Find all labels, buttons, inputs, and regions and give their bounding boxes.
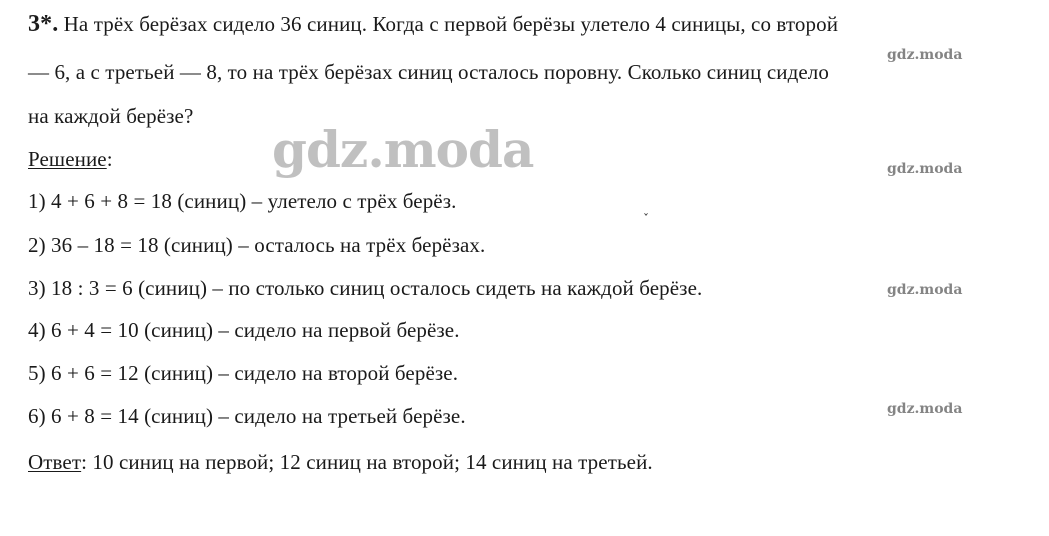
solution-step-5: 5) 6 + 6 = 12 (синиц) – сидело на второй берёзе. [28, 361, 459, 385]
solution-step-1: 1) 4 + 6 + 8 = 18 (синиц) – улетело с трёх берёз. [28, 189, 457, 213]
scan-speck: ˇ [643, 212, 649, 226]
task-text-1: На трёх берёзах сидело 36 синиц. Когда с первой берёзы улетело 4 синицы, со второй [63, 12, 839, 36]
solution-step-3: 3) 18 : 3 = 6 (синиц) – по столько синиц осталось сидеть на каждой берёзе. [28, 276, 703, 300]
answer-text: : 10 синиц на первой; 12 синиц на второй; 14 синиц на третьей. [81, 450, 653, 474]
watermark-small-3: gdz.moda [887, 282, 963, 298]
solution-step-6: 6) 6 + 8 = 14 (синиц) – сидело на третьей берёзе. [28, 404, 466, 428]
solution-step-2: 2) 36 – 18 = 18 (синиц) – осталось на трёх берёзах. [28, 233, 486, 257]
solution-heading-label: Решение [28, 147, 107, 171]
solution-heading [28, 146, 113, 172]
task-number: 3*. [28, 11, 59, 37]
task-line-3: на каждой берёзе? [28, 104, 194, 128]
answer-line [28, 449, 653, 475]
task-line-1 [28, 11, 838, 37]
solution-heading-colon: : [106, 147, 113, 171]
watermark-small-4: gdz.moda [887, 401, 963, 417]
task-line-2: — 6, а с третьей — 8, то на трёх берёзах синиц осталось поровну. Сколько синиц сидело [28, 60, 829, 84]
watermark-large: gdz.moda [272, 120, 534, 179]
watermark-small-2: gdz.moda [887, 161, 963, 177]
answer-label: Ответ [28, 450, 82, 474]
watermark-small-1: gdz.moda [887, 47, 963, 63]
solution-step-4: 4) 6 + 4 = 10 (синиц) – сидело на первой берёзе. [28, 318, 460, 342]
